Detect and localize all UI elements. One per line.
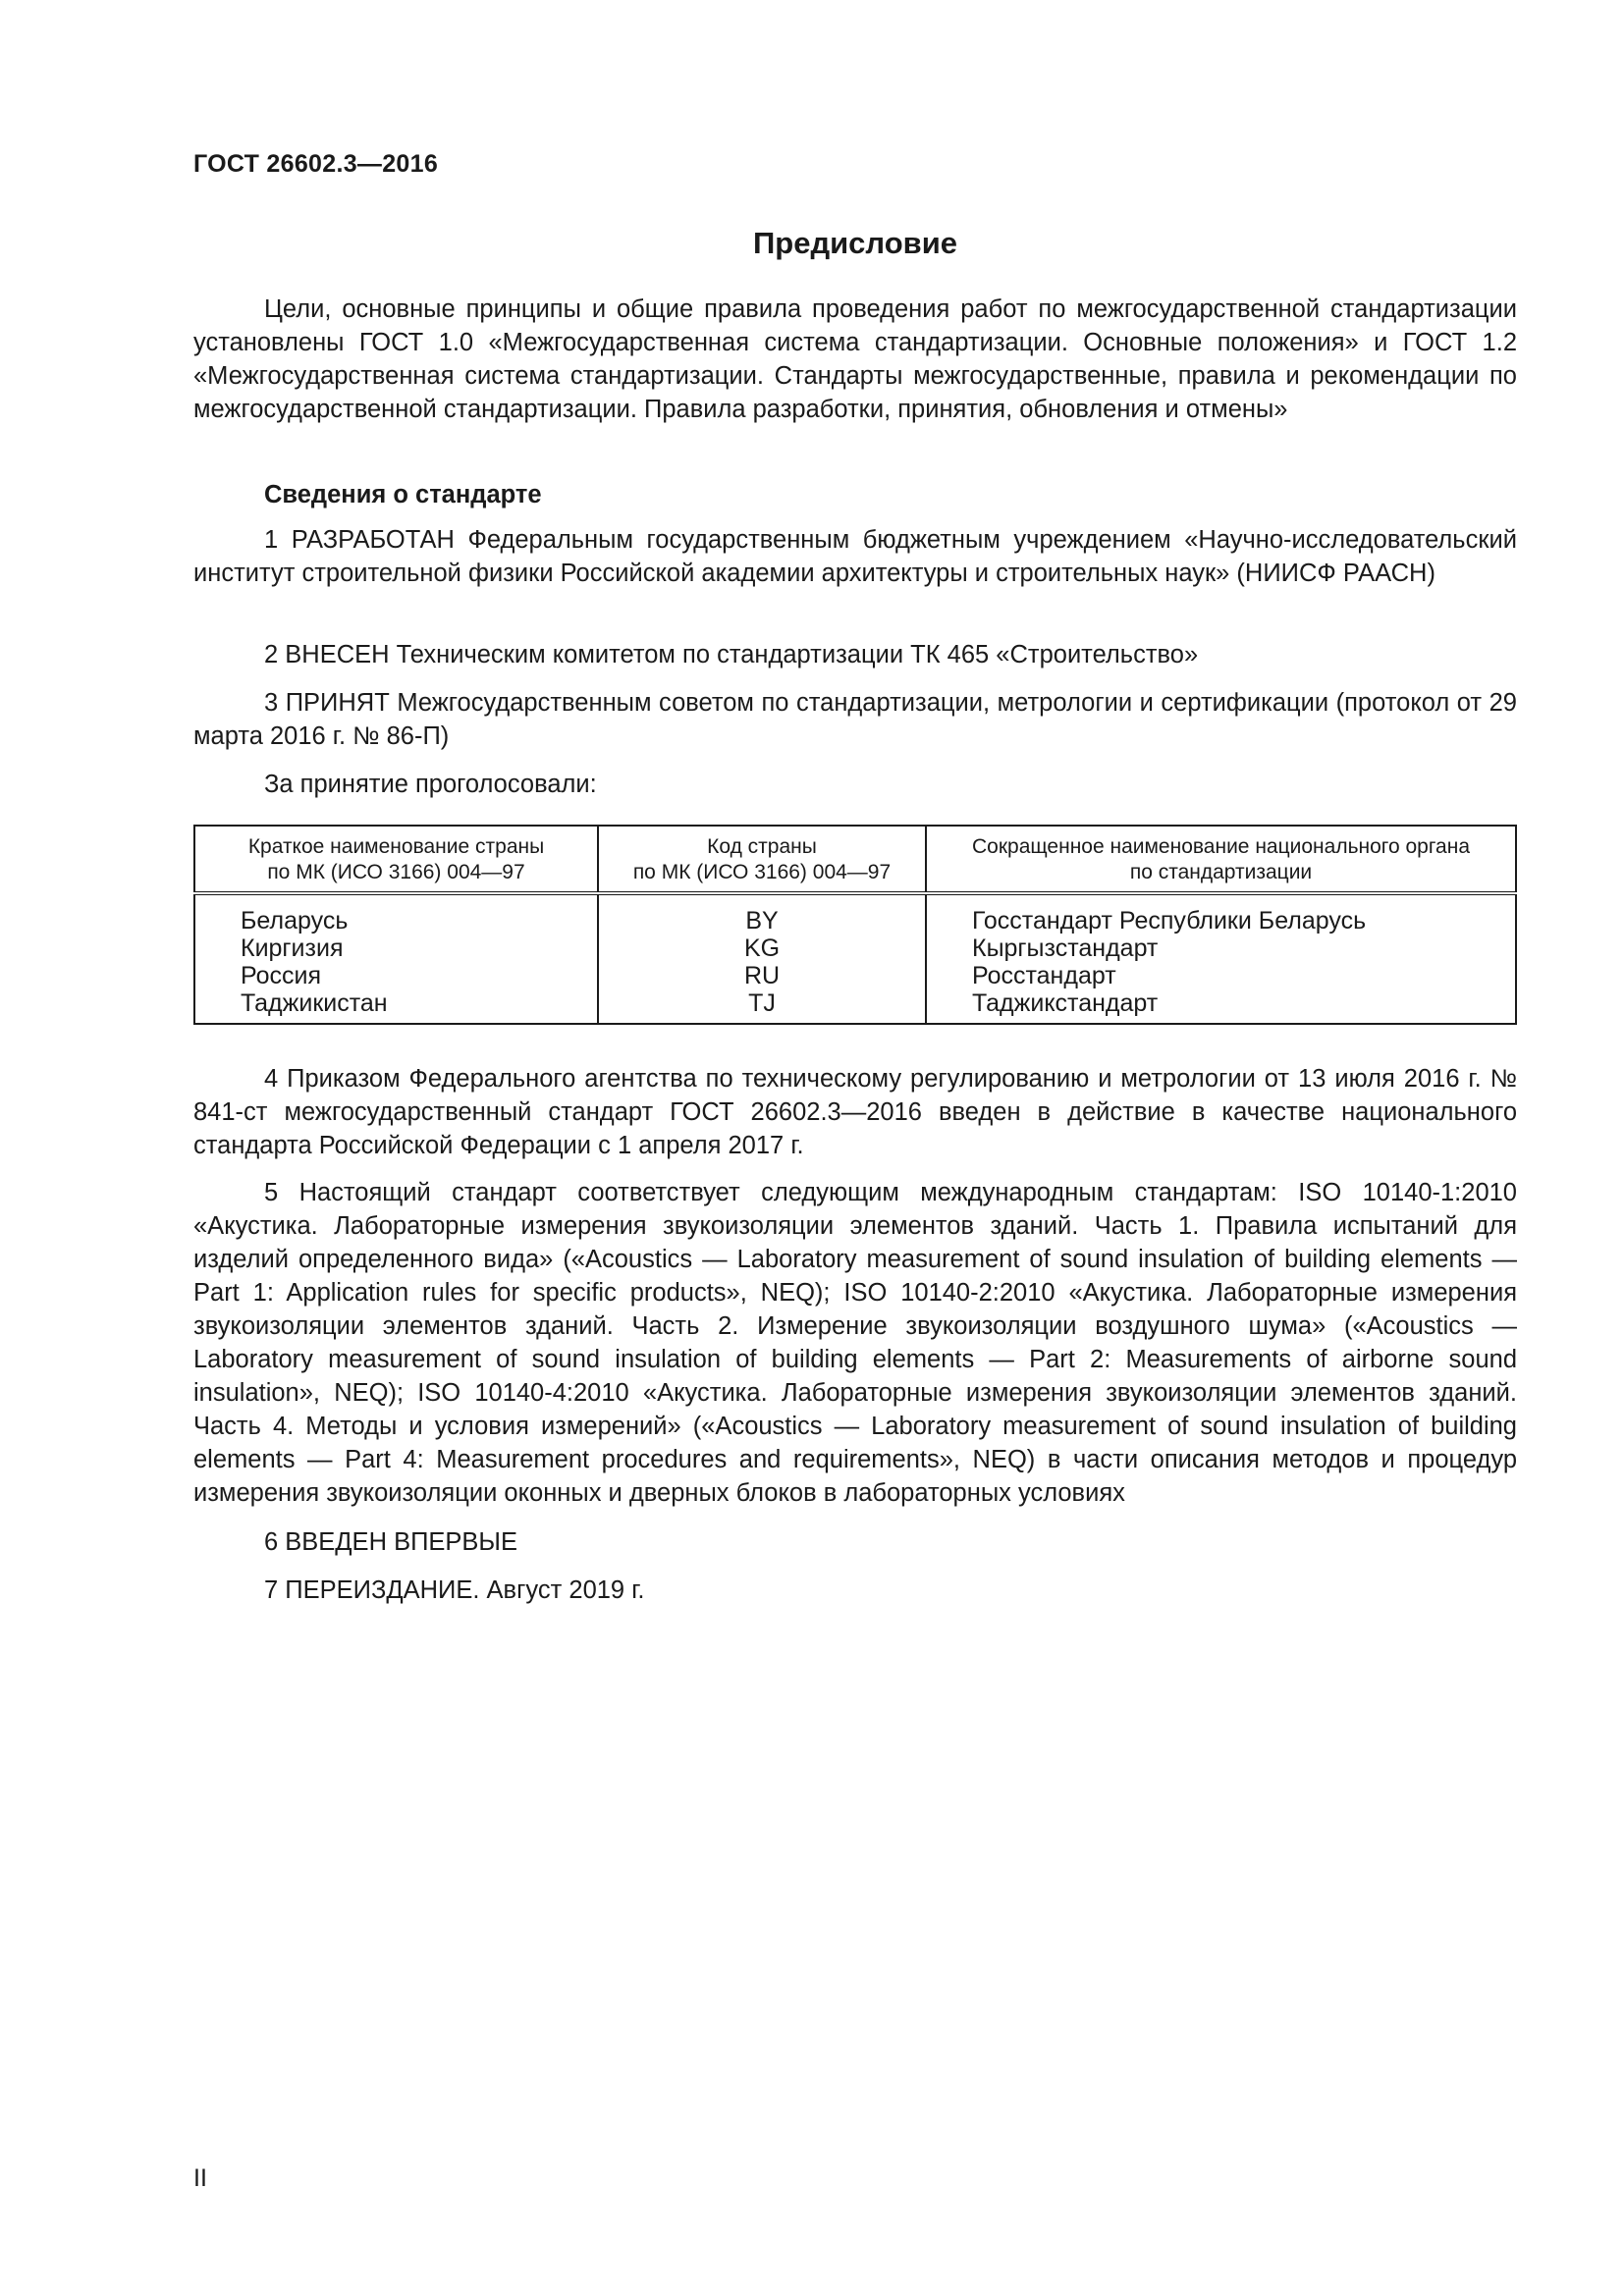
item-7-reissue: 7 ПЕРЕИЗДАНИЕ. Август 2019 г. [264, 1576, 645, 1604]
table-row [194, 962, 1516, 989]
cell-code: TJ [598, 989, 926, 1024]
item-4-order: 4 Приказом Федерального агентства по техническому регулированию и метрологии от 13 июля 2016 г. № 841-ст межгосударственный стандарт ГОСТ 26602.3—2016 введен в действие в качестве национального стандарта Российской Федерации с 1 апреля 2017 г. [193, 1065, 1517, 1159]
cell-body: Госстандарт Республики Беларусь [926, 893, 1516, 934]
page-title: Предисловие [752, 226, 957, 260]
info-heading: Сведения о стандарте [264, 481, 542, 508]
item-1-developed: 1 РАЗРАБОТАН Федеральным государственным бюджетным учреждением «Научно-исследовательский институт строительной физики Российской академии архитектуры и строительных наук» (НИИСФ РААСН) [193, 526, 1517, 587]
header-code [598, 826, 926, 893]
header-country [194, 826, 598, 893]
item-6-introduced: 6 ВВЕДЕН ВПЕРВЫЕ [264, 1528, 518, 1556]
cell-code: BY [598, 893, 926, 934]
cell-country: Россия [241, 962, 321, 989]
cell-code: RU [598, 962, 926, 989]
item-5-correspondence: 5 Настоящий стандарт соответствует следующим международным стандартам: ISO 10140-1:2010 «Акустика. Лабораторные измерения звукоизоляции элементов зданий. Часть 1. Правила испытаний для изделий определенного вида» («Acoustics — Laboratory measurement of sound insulation of building elements — Part 1: Application rules for specific products», NEQ); ISO 10140-2:2010 «Акустика. Лабораторные измерения звукоизоляции элементов зданий. Часть 2. Измерение звукоизоляции воздушного шума» («Acoustics — Laboratory measurement of sound insulation of building elements — Part 2: Measurements of airborne sound insulation», NEQ); ISO 10140-4:2010 «Акустика. Лабораторные измерения звукоизоляции элементов зданий. Часть 4. Методы и условия измерений» («Acoustics — Laboratory measurement of sound insulation of building elements — Part 4: Measurement procedures and requirements», NEQ) в части описания методов и процедур измерения звукоизоляции оконных и дверных блоков в лабораторных условиях [193, 1179, 1517, 1507]
vote-intro: За принятие проголосовали: [264, 771, 597, 798]
header-body [926, 826, 1516, 893]
cell-body: Таджикстандарт [926, 989, 1516, 1024]
cell-body: Кыргызстандарт [926, 934, 1516, 962]
table-row [194, 989, 1516, 1024]
item-2-submitted: 2 ВНЕСЕН Техническим комитетом по стандартизации ТК 465 «Строительство» [264, 641, 1199, 668]
voting-table-wrapper [193, 825, 1517, 1025]
intro-paragraph: Цели, основные принципы и общие правила проведения работ по межгосударственной стандартизации установлены ГОСТ 1.0 «Межгосударственная система стандартизации. Основные положения» и ГОСТ 1.2 «Межгосударственная система стандартизации. Стандарты межгосударственные, правила и рекомендации по межгосударственной стандартизации. Правила разработки, принятия, обновления и отмены» [193, 295, 1517, 423]
table-header-row [194, 826, 1516, 893]
cell-country: Киргизия [241, 934, 344, 962]
cell-body: Росстандарт [926, 962, 1516, 989]
page-number: II [193, 2164, 207, 2192]
header-code-line1: Код страны [707, 835, 817, 858]
header-country-line1: Краткое наименование страны [247, 835, 545, 858]
cell-country: Таджикистан [241, 989, 388, 1017]
cell-country: Беларусь [241, 907, 349, 934]
header-body-line1: Сокращенное наименование национального органа [971, 835, 1471, 858]
table-row [194, 934, 1516, 962]
item-3-adopted: 3 ПРИНЯТ Межгосударственным советом по стандартизации, метрологии и сертификации (протокол от 29 марта 2016 г. № 86-П) [193, 689, 1517, 750]
header-country-line2: по МК (ИСО 3166) 004—97 [267, 861, 525, 883]
header-body-line2: по стандартизации [1129, 861, 1313, 883]
table-row [194, 893, 1516, 934]
header-code-line2: по МК (ИСО 3166) 004—97 [632, 861, 892, 883]
cell-code: KG [598, 934, 926, 962]
standard-code-header: ГОСТ 26602.3—2016 [193, 150, 439, 178]
voting-table [193, 825, 1517, 1025]
